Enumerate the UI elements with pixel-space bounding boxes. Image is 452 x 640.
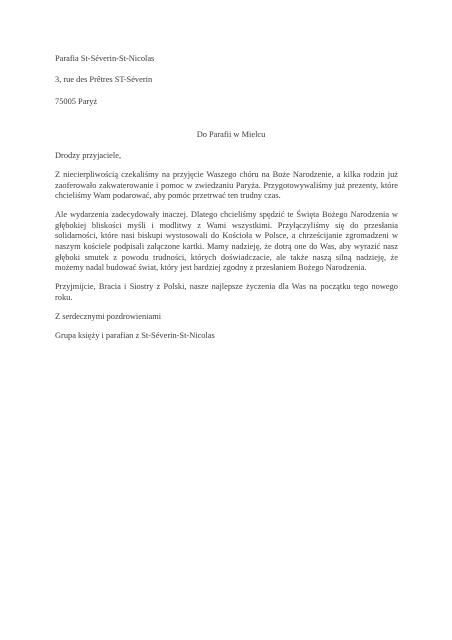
sender-street: 3, rue des Prêtres ST-Séverin xyxy=(55,75,153,84)
greeting: Drodzy przyjaciele, xyxy=(55,151,122,160)
paragraph-2: Ale wydarzenia zadecydowały inaczej. Dlatego chcieliśmy spędzić te Święta Bożego Narodzenia w głębokiej bliskości myśli i modlitwy z Wami wszystkimi. Przyłączyliśmy się do przesłania solidarności, które nasi biskupi wystosowali do Kościoła w Polsce, a chrześcijanie zgromadzeni w naszym kościele podpisali załączone kartki. Mamy nadzieję, że dotrą one do Was, aby wyrazić nasz głęboki smutek z powodu trudności, których doświadczacie, ale także naszą silną nadzieję, że możemy nadal budować świat, który jest bardziej zgodny z przesłaniem Bożego Narodzenia. xyxy=(55,210,398,273)
sender-name: Parafia St-Séverin-St-Nicolas xyxy=(55,54,155,63)
recipient-line xyxy=(0,130,452,140)
sender-city: 75005 Paryż xyxy=(55,97,98,106)
signature: Grupa księży i parafian z St-Séverin-St-Nicolas xyxy=(55,330,215,340)
closing: Z serdecznymi pozdrowieniami xyxy=(55,311,162,321)
paragraph-3: Przyjmijcie, Bracia i Siostry z Polski, nasze najlepsze życzenia dla Was na początku tego nowego roku. xyxy=(55,282,398,302)
recipient-text: Do Parafii w Mielcu xyxy=(196,130,266,139)
paragraph-1: Z niecierpliwością czekaliśmy na przyjęcie Waszego chóru na Boże Narodzenie, a kilka rodzin już zaoferowało zakwaterowanie i pomoc w zwiedzaniu Paryża. Przygotowywaliśmy już prezenty, które chcieliśmy Wam podarować, aby pomóc przetrwać ten trudny czas. xyxy=(55,169,398,201)
letter-body xyxy=(55,151,398,350)
